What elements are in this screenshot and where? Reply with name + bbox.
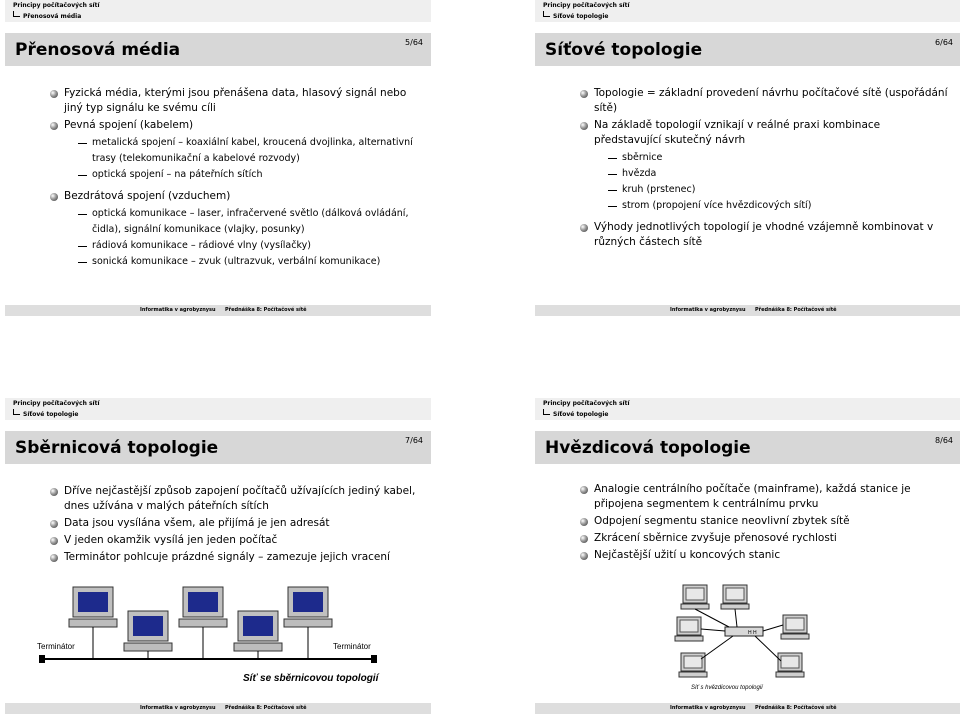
- title-bar: [5, 33, 431, 66]
- ball-bullet-icon: [580, 486, 588, 494]
- slide-content: [580, 482, 950, 565]
- sub-item: optická komunikace – laser, infračervené světlo (dálková ovládání, čidla), signální komunikace (vlajky, posunky): [50, 206, 420, 238]
- list-item: Topologie = základní provedení návrhu počítačové sítě (uspořádání sítě): [580, 86, 950, 116]
- dash-icon: [608, 206, 617, 207]
- footer-course: Informatika v agrobyznysu: [670, 307, 746, 313]
- dash-icon: [78, 246, 87, 247]
- slide-7: [5, 398, 431, 714]
- ball-bullet-icon: [50, 520, 58, 528]
- hub-icon: [725, 627, 763, 636]
- sub-item: kruh (prstenec): [580, 182, 950, 198]
- terminator-right-icon: [371, 655, 377, 663]
- slide-content: [50, 86, 420, 270]
- workstation-icon: [675, 617, 703, 641]
- sub-item: strom (propojení více hvězdicových sítí): [580, 198, 950, 214]
- workstation-icon: [69, 587, 117, 627]
- slide-6: [535, 0, 960, 316]
- footer-lecture: Přednáška 8: Počítačové sítě: [755, 705, 837, 711]
- breadcrumb-subsection: Síťové topologie: [543, 11, 608, 21]
- workstation-icon: [179, 587, 227, 627]
- ball-bullet-icon: [580, 535, 588, 543]
- list-item: Odpojení segmentu stanice neovlivní zbytek sítě: [580, 514, 950, 529]
- footer-course: Informatika v agrobyznysu: [140, 307, 216, 313]
- list-item: Bezdrátová spojení (vzduchem): [50, 189, 420, 204]
- breadcrumb: [535, 0, 960, 22]
- title-bar: [535, 431, 960, 464]
- footer: [5, 703, 431, 714]
- list-item: Dříve nejčastější způsob zapojení počítačů užívajících jediný kabel, dnes užívána v malých páteřních sítích: [50, 484, 420, 514]
- page-number: 5/64: [405, 38, 423, 47]
- footer: [5, 305, 431, 316]
- list-item: Analogie centrálního počítače (mainframe), každá stanice je připojena segmentem k centrálnímu prvku: [580, 482, 950, 512]
- ball-bullet-icon: [50, 193, 58, 201]
- footer: [535, 305, 960, 316]
- ball-bullet-icon: [50, 554, 58, 562]
- workstation-icon: [781, 615, 809, 639]
- list-item: Na základě topologií vznikají v reálné praxi kombinace představující skutečný návrh: [580, 118, 950, 148]
- dash-icon: [608, 174, 617, 175]
- ball-bullet-icon: [580, 122, 588, 130]
- workstation-icon: [681, 585, 709, 609]
- bus-topology-diagram: [33, 581, 403, 691]
- breadcrumb-section: Principy počítačových sítí: [543, 400, 630, 407]
- terminator-left-label: Terminátor: [37, 642, 75, 651]
- ball-bullet-icon: [50, 90, 58, 98]
- list-item: V jeden okamžik vysílá jen jeden počítač: [50, 533, 420, 548]
- slide-8: [535, 398, 960, 714]
- list-item: Nejčastější užití u koncových stanic: [580, 548, 950, 563]
- dash-icon: [78, 143, 87, 144]
- dash-icon: [78, 175, 87, 176]
- breadcrumb-section: Principy počítačových sítí: [13, 400, 100, 407]
- list-item: Výhody jednotlivých topologií je vhodné vzájemně kombinovat v různých částech sítě: [580, 220, 950, 250]
- breadcrumb-subsection: Síťové topologie: [13, 409, 78, 419]
- sub-item: hvězda: [580, 166, 950, 182]
- page-number: 8/64: [935, 436, 953, 445]
- ball-bullet-icon: [580, 224, 588, 232]
- sub-item: rádiová komunikace – rádiové vlny (vysílačky): [50, 238, 420, 254]
- sub-item: sonická komunikace – zvuk (ultrazvuk, verbální komunikace): [50, 254, 420, 270]
- dash-icon: [608, 190, 617, 191]
- page-number: 7/64: [405, 436, 423, 445]
- breadcrumb: [5, 398, 431, 420]
- ball-bullet-icon: [580, 90, 588, 98]
- workstation-icon: [679, 653, 707, 677]
- list-item: Terminátor pohlcuje prázdné signály – zamezuje jejich vracení: [50, 550, 420, 565]
- dash-icon: [78, 262, 87, 263]
- slide-5: [5, 0, 431, 316]
- footer-course: Informatika v agrobyznysu: [140, 705, 216, 711]
- footer-lecture: Přednáška 8: Počítačové sítě: [755, 307, 837, 313]
- breadcrumb-section: Principy počítačových sítí: [13, 2, 100, 9]
- svg-text:H H: H H: [748, 630, 757, 636]
- slide-title: Přenosová média: [15, 40, 181, 60]
- sub-item: sběrnice: [580, 150, 950, 166]
- footer-lecture: Přednáška 8: Počítačové sítě: [225, 705, 307, 711]
- page-number: 6/64: [935, 38, 953, 47]
- terminator-right-label: Terminátor: [333, 642, 371, 651]
- slide-title: Síťové topologie: [545, 40, 703, 60]
- dash-icon: [78, 214, 87, 215]
- workstation-icon: [234, 611, 282, 651]
- ball-bullet-icon: [50, 537, 58, 545]
- workstation-icon: [721, 585, 749, 609]
- workstation-icon: [124, 611, 172, 651]
- breadcrumb: [5, 0, 431, 22]
- ball-bullet-icon: [580, 552, 588, 560]
- slide-content: [580, 86, 950, 252]
- star-topology-diagram: [673, 581, 813, 693]
- footer: [535, 703, 960, 714]
- sub-item: metalická spojení – koaxiální kabel, kroucená dvojlinka, alternativní trasy (telekomunikační a kabelové rozvody): [50, 135, 420, 167]
- breadcrumb: [535, 398, 960, 420]
- slide-title: Sběrnicová topologie: [15, 438, 219, 458]
- breadcrumb-section: Principy počítačových sítí: [543, 2, 630, 9]
- footer-lecture: Přednáška 8: Počítačové sítě: [225, 307, 307, 313]
- title-bar: [535, 33, 960, 66]
- terminator-left-icon: [39, 655, 45, 663]
- footer-course: Informatika v agrobyznysu: [670, 705, 746, 711]
- list-item: Fyzická média, kterými jsou přenášena data, hlasový signál nebo jiný typ signálu ke svému cíli: [50, 86, 420, 116]
- list-item: Zkrácení sběrnice zvyšuje přenosové rychlosti: [580, 531, 950, 546]
- list-item: Data jsou vysílána všem, ale přijímá je jen adresát: [50, 516, 420, 531]
- diagram-caption: Síť se sběrnicovou topologií: [243, 673, 379, 684]
- workstation-icon: [776, 653, 804, 677]
- ball-bullet-icon: [50, 488, 58, 496]
- title-bar: [5, 431, 431, 464]
- ball-bullet-icon: [50, 122, 58, 130]
- diagram-caption: Síť s hvězdicovou topologií: [691, 685, 763, 691]
- breadcrumb-subsection: Přenosová média: [13, 11, 81, 21]
- slide-title: Hvězdicová topologie: [545, 438, 751, 458]
- ball-bullet-icon: [580, 518, 588, 526]
- workstation-icon: [284, 587, 332, 627]
- breadcrumb-subsection: Síťové topologie: [543, 409, 608, 419]
- slide-content: [50, 484, 420, 567]
- list-item: Pevná spojení (kabelem): [50, 118, 420, 133]
- sub-item: optická spojení – na páteřních sítích: [50, 167, 420, 183]
- dash-icon: [608, 158, 617, 159]
